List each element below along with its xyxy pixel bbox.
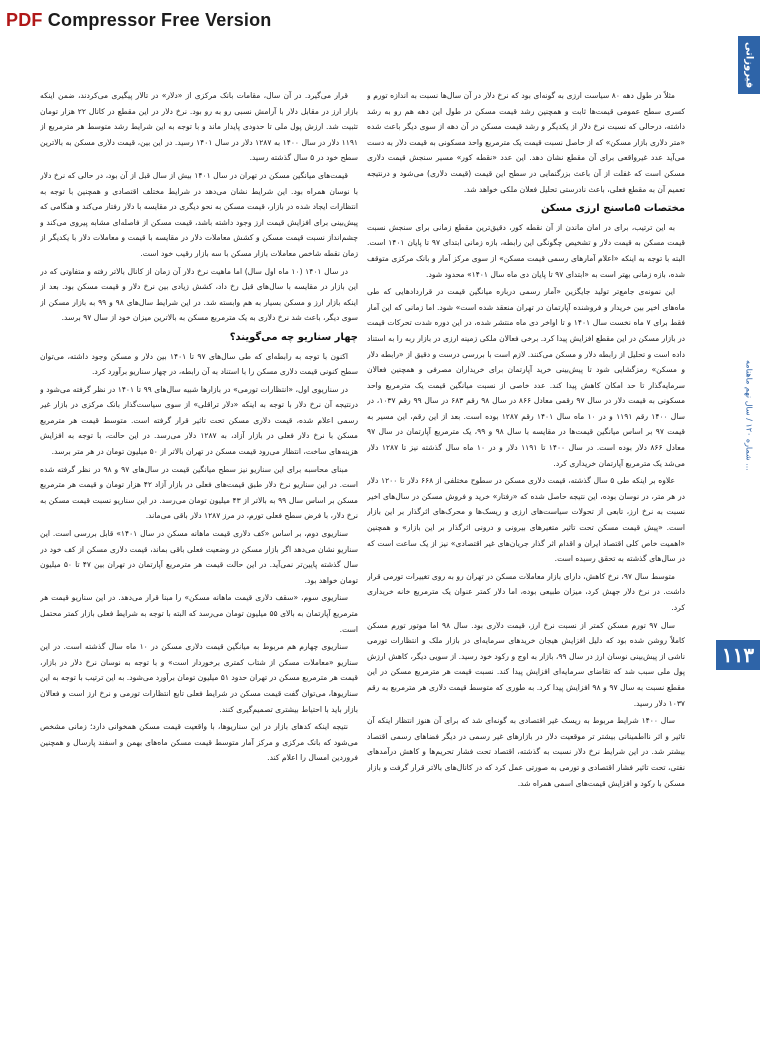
paragraph: سناریوی سوم، «سقف دلاری قیمت ماهانه مسکن» را مبنا قرار می‌دهد. در این سناریو قیمت هر مترمربع آپارتمان به بالای ۵۵ میلیون تومان می‌رسد که البته با توجه به شرایط فعلی بازار کمتر محتمل است. — [40, 593, 358, 634]
paragraph: علاوه بر اینکه طی ۵ سال گذشته، قیمت دلاری مسکن در سطوح مختلفی از ۶۶۸ دلار تا ۱۲۰۰ دلار در هر متر، در نوسان بوده، این نتیجه حاصل شده که «رفتار» خرید و فروش مسکن در سال‌های اخیر نسبت به نرخ ارز، تابعی از تحولات سیاست‌های ارزی و ریسک‌ها و محرک‌های اثرگذار بر این بازار است. «پیش قیمت مسکن تحت تاثیر متغیرهای بیرونی و درونی اثرگذار بر این بازار» و همچنین «اهمیت خاص کلی اقتصاد ایران و اقدام اثر گذار جریان‌های غیر اقتصادی» نیز از یک ساعت است که در سال‌های گذشته به تحقق رسیده است. — [367, 476, 685, 564]
paragraph: سناریوی چهارم هم مربوط به میانگین قیمت دلاری مسکن در ۱۰ ماه سال گذشته است. در این سناریو «معاملات مسکن از شتاب کمتری برخوردار است» و با توجه به نوسان نرخ دلار در بازار، قیمت هر مترمربع مسکن در تهران حدود ۵۱ میلیون تومان برآورد می‌شود. به این ترتیب با توجه به این سناریوها، می‌توان گفت قیمت مسکن در شرایط فعلی تابع انتظارات تورمی و نرخ ارز است و فعالان بازار باید با احتیاط بیشتری تصمیم‌گیری کنند. — [40, 642, 358, 714]
section-heading: چهار سناریو چه می‌گویند؟ — [229, 331, 358, 343]
paragraph: مبنای محاسبه برای این سناریو نیز سطح میانگین قیمت در سال‌های ۹۷ و ۹۸ در نظر گرفته شده است. در این سناریو نرخ دلار طبق قیمت‌های فعلی در بازار آزاد ۴۲ هزار تومان و قیمت هر مترمربع مسکن بر اساس سال ۹۹ به بالاتر از ۴۳ میلیون تومان می‌رسد. در این سناریو نسبت قیمت مسکن به نرخ دلار، با فرض سطح فعلی تورم، در مرز ۱۲۸۷ دلار باقی می‌ماند. — [40, 464, 358, 521]
paragraph: سناریوی دوم، بر اساس «کف دلاری قیمت ماهانه مسکن در سال ۱۴۰۱» قابل بررسی است. این سناریو نشان می‌دهد اگر بازار مسکن در وضعیت فعلی باقی بماند، قیمت دلاری مسکن از کف خود در سال گذشته پایین‌تر نمی‌آید. در این حالت قیمت هر مترمربع آپارتمان در تهران بین ۴۷ تا ۵۰ میلیون تومان خواهد بود. — [40, 529, 358, 585]
paragraph: متوسط سال ۹۷، نرخ کاهش، دارای بازار معاملات مسکن در تهران رو به روی تغییرات تورمی قرار داشت. در نرخ دلار جهش کرد، میزان طبیعی بوده، اما دلار کمتر عنوان یک مترمربع خانه خریداری کرد. — [367, 571, 685, 612]
page-number: ۱۱۳ — [716, 640, 760, 670]
paragraph: قیمت‌های میانگین مسکن در تهران در سال ۱۴۰۱ بیش از سال قبل از آن بود، در حالی که نرخ دلار با نوسان همراه بود. این شرایط نشان می‌دهد در شرایط مختلف اقتصادی و همچنین با توجه به انتظارات ایجاد شده در بازار، قیمت مسکن به نحو دیگری در مقایسه با دلار رفتار می‌کند و هنگامی که پیش‌بینی برای افزایش قیمت ارز وجود داشته باشد، قیمت مسکن از فاصله‌ای مشابه پیروی می‌کند و چشم‌انداز نسبت قیمت مسکن و کشش معاملات دلار در مقایسه با قیمت و معاملات دلار با یکدیگر از زمان نقطه شاخص معاملات بازار مسکن با سه بازار رقیب خود است. — [40, 170, 358, 258]
paragraph: سال ۱۴۰۰ شرایط مربوط به ریسک غیر اقتصادی به گونه‌ای شد که برای آن هنوز انتظار اینکه آن تاثیر و اثر نااطمینانی بیشتر تر موقعیت دلار در بازارهای غیر رسمی در دیگر فضاهای رسمی اقتصاد بیشتر شد. در این شرایط نرخ دلار نسبت به گذشته، اقتصاد تحت فشار تحریم‌ها و کاهش درآمدهای نفتی، تحت تاثیر فشار اقتصادی و تورمی به صورتی عمل کرد که در کانال‌های بالاتر قرار گرفت و بازار مسکن با رکود و افزایش قیمت‌های اسمی همراه شد. — [367, 716, 685, 788]
watermark-pdf: PDF — [6, 10, 43, 30]
paragraph: نتیجه اینکه کدهای بازار در این سناریوها، با واقعیت قیمت مسکن همخوانی دارد؛ زمانی مشخص می‌شود که بانک مرکزی و مرکز آمار متوسط قیمت مسکن ماه‌های بهمن و اسفند پارسال و همچنین فروردین امسال را اعلام کند. — [40, 722, 358, 763]
paragraph: در سال ۱۴۰۱ (۱۰ ماه اول سال) اما ماهیت نرخ دلار آن زمان از کانال بالاتر رفته و متفاوتی که در این بازار در مقایسه با سال‌های قبل رخ داد، کشش زیادی بین نرخ دلار و قیمت مسکن بود. بعد از اینکه بازار ارز و مسکن بسیار به هم وابسته شد. در این شرایط سال‌های ۹۸ و ۹۹ به بازار مسکن از سوی دیگر، باعث شد نرخ دلاری به یک مترمربع مسکن به بالاترین میزان خود از سال ۹۷ برسد. — [40, 266, 358, 323]
paragraph: قرار می‌گیرد. در آن سال، مقامات بانک مرکزی از «دلار» در تالار پیگیری می‌کردند، ضمن اینکه بازار ارز در مقابل دلار با آرامش نسبی رو به رو بود. نرخ دلار در این مقطع در کانال ۲۲ هزار تومان تثبیت شد. ارزش پول ملی تا حدودی پایدار ماند و با توجه به این شرایط رشد متوسط هر مترمربع از ۱۱۹۱ دلار در سال ۱۴۰۰ به ۱۲۸۷ دلار در سال ۱۴۰۱ رسید. در این بین، قیمت دلاری مسکن به بالاترین سطح خود در ۵ سال گذشته رسید. — [40, 91, 358, 163]
paragraph: به این ترتیب، برای در امان ماندن از آن نقطه کور، دقیق‌ترین مقطع زمانی برای سنجش نسبت قیمت مسکن به قیمت دلار و تشخیص چگونگی این رابطه، بازه زمانی ابتدای ۹۷ تا پایان ۱۴۰۱ است. البته با توجه به اینکه «اعلام آمارهای رسمی قیمت مسکن» از سوی مرکز آمار و بانک مرکزی متوقف شده، بازه زمانی بهتر است به «ابتدای ۹۷ تا پایان دی ماه سال ۱۴۰۱» محدود شود. — [367, 222, 685, 279]
watermark — [6, 10, 272, 31]
section-tab: فیروزاتی — [738, 36, 760, 94]
paragraph: سال ۹۷ تورم مسکن کمتر از نسبت نرخ ارز، قیمت دلاری بود. سال ۹۸ اما موتور تورم مسکن کاملاً روشن شده بود که دلیل افزایش هیجان خریدهای سرمایه‌ای در بازار ملک و انتظارات تورمی ناشی از پیش‌بینی نوسان ارز در سال ۹۹، بازار به اوج و رکود خود رسید. از سویی دیگر، کاهش ارزش پول ملی سبب شد که تقاضای سرمایه‌ای افزایش پیدا کند. نسبت قیمت هر مترمربع مسکن در این مقطع نسبت به سال ۹۷ و ۹۸ افزایش پیدا کرد. به طوری که متوسط قیمت دلاری هر مترمربع به رقم ۱۰۳۷ دلار رسید. — [367, 620, 685, 708]
journal-strip: شماره ۱۲۰ / سال نهم ماهنامه ... — [744, 360, 754, 471]
paragraph: این نمونه‌ی جامع‌تر تولید جایگزین «آمار رسمی درباره میانگین قیمت در قراردادهایی که طی ماه‌های اخیر بین خریدار و فروشنده آپارتمان در تهران منعقد شده است» شود. اما زمانی که این آمار فقط برای ۷ ماه نخست سال ۱۴۰۱ و تا اواخر دی ماه منتشر شده، در این دوره شدت تحرکات قیمت در بازار مسکن در این مقطع افزایش پیدا کرد. برخی فعالان ملکی زمینه ارزی در بازار ربه را به استناد داده است و تحلیل از رابطه دلار و مسکن می‌کنند. لازم است با بررسی درست و دقیق از «رابطه دلار و مسکن» رمزگشایی شود تا پیش‌بینی خرید آپارتمان برای خریداران مصرفی و همچنین فعالان سرمایه‌گذار تا حد امکان کاهش پیدا کند. عدد خاصی از نسبت میانگین قیمت یک مترمربع واحد مسکونی به قیمت دلار در سال ۹۷ رقمی معادل ۸۶۶ در سال ۹۸ رقم ۶۸۳ در سال ۹۹ رقم ۱۰۳۷، در سال ۱۴۰۰ رقم ۱۱۹۱ و در ۱۰ ماه سال ۱۴۰۱ رقم ۱۲۸۷ بوده است. بعد از این رقم، این مسیر به قیمت ۹۷ بر اساس میانگین قیمت‌ها در مقایسه با سال ۹۸ و ۹۹، یک مترمربع آپارتمان در سال ۹۷ معادل ۸۶۶ دلار بوده است. در سال ۱۴۰۰ تا ۱۱۹۱ دلار و در ۱۰ ماه سال گذشته نیز تا ۱۲۸۷ دلار می‌شد یک مترمربع آپارتمان خریداری کرد. — [367, 287, 685, 468]
watermark-rest: Compressor Free Version — [42, 10, 272, 30]
paragraph: اکنون با توجه به رابطه‌ای که طی سال‌های ۹۷ تا ۱۴۰۱ بین دلار و مسکن وجود داشته، می‌توان سطح کنونی قیمت دلاری مسکن را با استناد به آن رابطه، در چهار سناریو برآورد کرد. — [40, 351, 358, 377]
right-column — [367, 88, 685, 1028]
paragraph: در سناریوی اول، «انتظارات تورمی» در بازارها شبیه سال‌های ۹۹ تا ۱۴۰۱ در نظر گرفته می‌شود و درنتیجه آن نرخ دلار با توجه به اینکه «دلار تراقلی» از سوی سیاست‌گذار بانک مرکزی در بازار غیر رسمی اعلام شده، قیمت دلاری مسکن تحت تاثیر قرار گرفته است. متوسط قیمت هر مترمربع مسکن با نرخ دلار فعلی در بازار آزاد، به ۱۲۸۷ دلار می‌رسد. در این حالت، با توجه به افزایش هزینه‌های ساخت، انتظار می‌رود قیمت مسکن در تهران بالاتر از ۵۰ میلیون تومان در هر متر برسد. — [40, 384, 358, 457]
paragraph: مثلاً در طول دهه ۸۰ سیاست ارزی به گونه‌ای بود که نرخ دلار در آن سال‌ها نسبت به اندازه تورم و کسری سطح عمومی قیمت‌ها ثابت و همچنین رشد قیمت مسکن در طول این دهه هم رو به رشد داشته، درحالی که نسبت نرخ دلار از یکدیگر و رشد قیمت مسکن در آن دهه از سوی دیگر باعث شده «متر دلاری بازار مسکن» که از حاصل نسبت قیمت یک مترمربع واحد مسکونی به قیمت دلار به دست می‌آید عدد غیرواقعی برای آن مقطع نشان دهد. این عدد «نقطه کور» مسیر سنجش قیمت دلاری مسکن است که غفلت از آن باعث بزرگنمایی در سطح این قیمت (قیمت دلاری) می‌شود و درنتیجه تعمیم آن به مقطع فعلی، باعث نادرستی تحلیل فعلان ملکی خواهد شد. — [367, 91, 685, 194]
left-column — [40, 88, 358, 1028]
section-heading: مختصات ۵ماسنج ارزی مسکن — [540, 203, 685, 215]
